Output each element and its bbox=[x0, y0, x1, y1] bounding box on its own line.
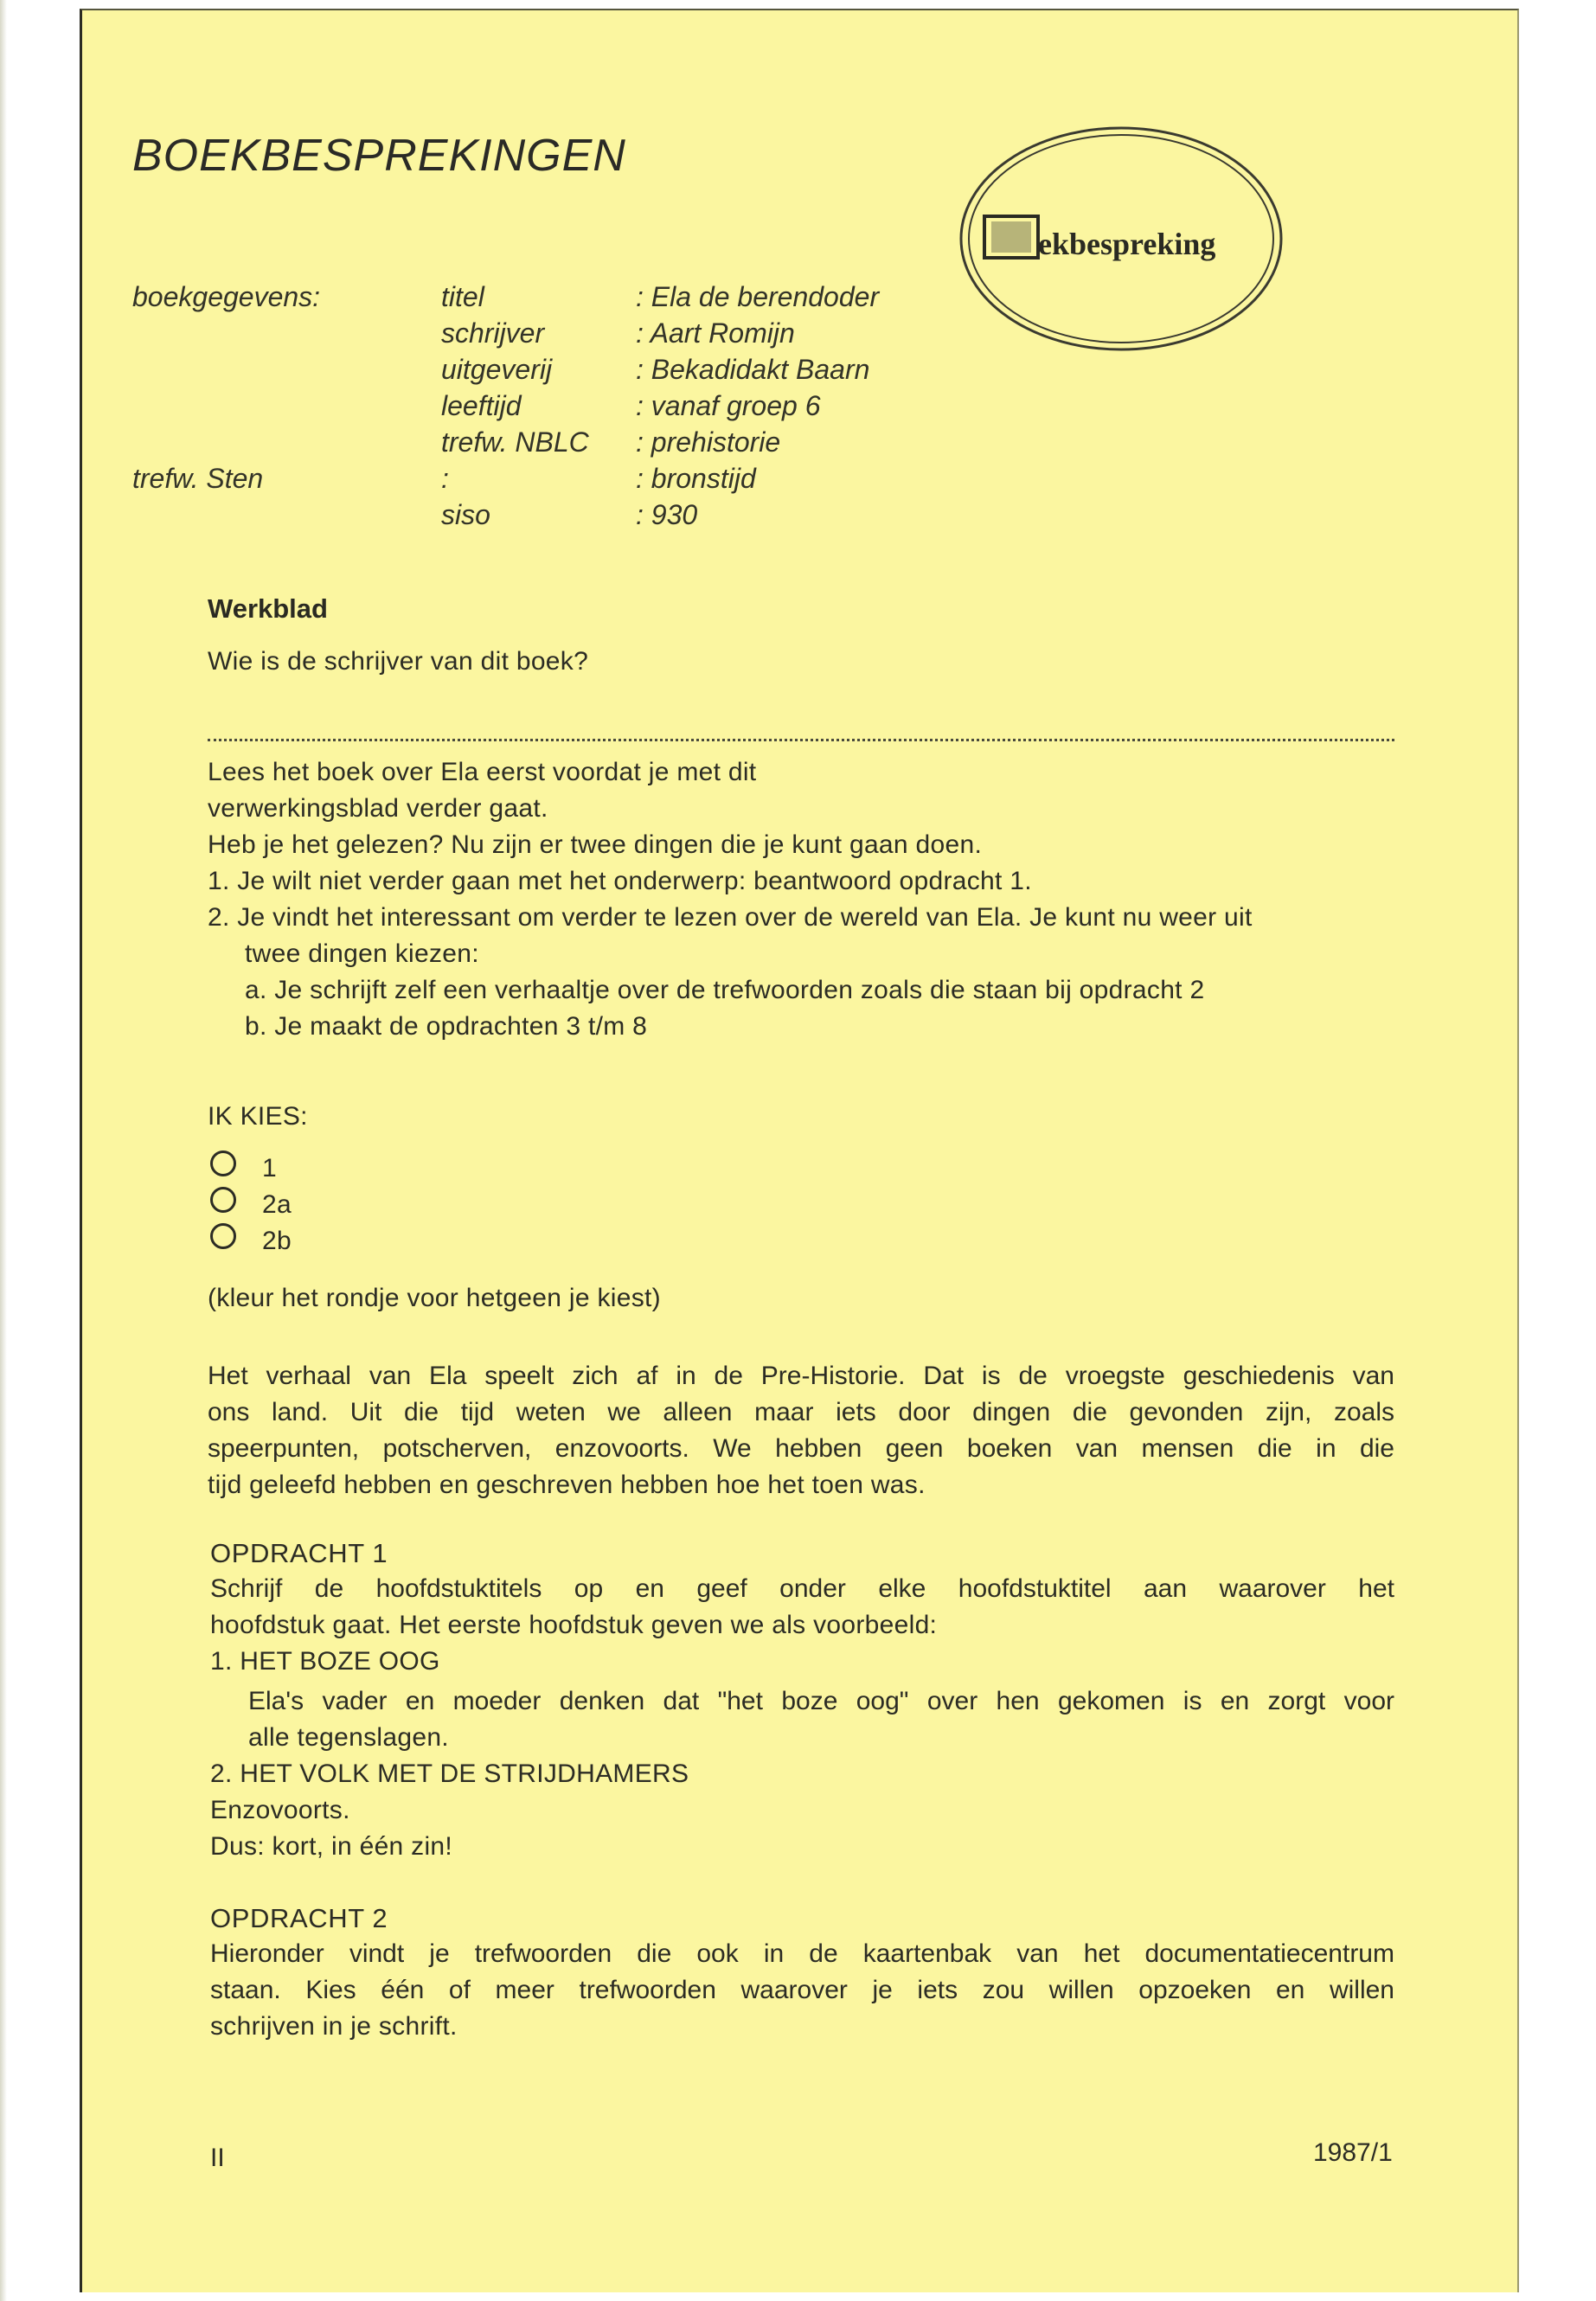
opdracht-1-line: Schrijf de hoofdstuktitels op en geef onder elke hoofdstuktitel aan waarover het bbox=[210, 1574, 1394, 1603]
answer-dotted-line[interactable] bbox=[208, 734, 1394, 741]
page-title: BOEKBESPREKINGEN bbox=[132, 131, 626, 181]
boekbespreking-stamp-logo bbox=[957, 123, 1285, 355]
bookinfo-key: trefw. NBLC bbox=[441, 426, 589, 458]
page-number: II bbox=[210, 2144, 225, 2172]
opdracht-1-chapter-1-desc: Ela's vader en moeder denken dat "het boze oog" over hen gekomen is en zorgt voor bbox=[248, 1687, 1394, 1715]
bookinfo-key: uitgeverij bbox=[441, 354, 553, 385]
opdracht-2-heading: OPDRACHT 2 bbox=[210, 1903, 388, 1933]
choice-note: (kleur het rondje voor hetgeen je kiest) bbox=[208, 1284, 661, 1312]
bookinfo-value: : 930 bbox=[636, 499, 698, 530]
intro-item-2-cont: twee dingen kiezen: bbox=[245, 939, 479, 968]
story-line: speerpunten, potscherven, enzovoorts. We hebben geen boeken van mensen die in die bbox=[208, 1434, 1394, 1463]
bookinfo-value: : vanaf groep 6 bbox=[636, 390, 821, 421]
choice-radio-2b[interactable] bbox=[210, 1223, 236, 1249]
bookinfo-value: : Ela de berendoder bbox=[636, 281, 880, 312]
intro-item-1: 1. Je wilt niet verder gaan met het onderwerp: beantwoord opdracht 1. bbox=[208, 867, 1032, 895]
choice-radio-2a[interactable] bbox=[210, 1187, 236, 1213]
bookinfo-value: : bronstijd bbox=[636, 463, 756, 494]
choice-heading: IK KIES: bbox=[208, 1102, 308, 1131]
intro-item-2: 2. Je vindt het interessant om verder te lezen over de wereld van Ela. Je kunt nu weer uit bbox=[208, 903, 1253, 932]
intro-item-2b: b. Je maakt de opdrachten 3 t/m 8 bbox=[245, 1012, 648, 1041]
opdracht-2-line: schrijven in je schrift. bbox=[210, 2012, 458, 2041]
bookinfo-value: : prehistorie bbox=[636, 426, 781, 458]
bookinfo-key: siso bbox=[441, 499, 490, 530]
bookinfo-label: boekgegevens: bbox=[132, 281, 321, 312]
werkblad-question: Wie is de schrijver van dit boek? bbox=[208, 647, 589, 676]
bookinfo-value: : Aart Romijn bbox=[636, 317, 795, 349]
story-line: ons land. Uit die tijd weten we alleen maar iets door dingen die gevonden zijn, zoals bbox=[208, 1398, 1394, 1426]
opdracht-1-etc: Enzovoorts. bbox=[210, 1796, 350, 1824]
opdracht-2-line: staan. Kies één of meer trefwoorden waarover je iets zou willen opzoeken en willen bbox=[210, 1976, 1394, 2004]
intro-line: Lees het boek over Ela eerst voordat je met dit bbox=[208, 758, 757, 786]
bookinfo-key: : bbox=[441, 463, 449, 494]
opdracht-1-heading: OPDRACHT 1 bbox=[210, 1538, 388, 1568]
svg-text:ekbespreking: ekbespreking bbox=[1038, 227, 1216, 261]
choice-radio-1[interactable] bbox=[210, 1150, 236, 1176]
bookinfo-key: titel bbox=[441, 281, 484, 312]
story-line: Het verhaal van Ela speelt zich af in de Pre-Historie. Dat is de vroegste geschiedenis van bbox=[208, 1362, 1394, 1390]
intro-item-2a: a. Je schrijft zelf een verhaaltje over de trefwoorden zoals die staan bij opdracht 2 bbox=[245, 976, 1205, 1004]
story-line: tijd geleefd hebben en geschreven hebben hoe het toen was. bbox=[208, 1471, 926, 1499]
bookinfo-key: leeftijd bbox=[441, 390, 522, 421]
intro-line: Heb je het gelezen? Nu zijn er twee dingen die je kunt gaan doen. bbox=[208, 830, 983, 859]
intro-line: verwerkingsblad verder gaat. bbox=[208, 794, 548, 823]
issue-number: 1987/1 bbox=[1313, 2138, 1393, 2167]
choice-label-2a: 2a bbox=[262, 1190, 292, 1219]
opdracht-1-line: hoofdstuk gaat. Het eerste hoofdstuk geven we als voorbeeld: bbox=[210, 1611, 938, 1639]
bookinfo-value: : Bekadidakt Baarn bbox=[636, 354, 870, 385]
opdracht-1-chapter-2: 2. HET VOLK MET DE STRIJDHAMERS bbox=[210, 1759, 689, 1788]
opdracht-1-chapter-1: 1. HET BOZE OOG bbox=[210, 1647, 440, 1676]
bookinfo-sten-label: trefw. Sten bbox=[132, 463, 264, 494]
bookinfo-key: schrijver bbox=[441, 317, 545, 349]
choice-label-1: 1 bbox=[262, 1154, 277, 1183]
scan-edge bbox=[0, 0, 7, 2301]
opdracht-1-chapter-1-desc: alle tegenslagen. bbox=[248, 1723, 449, 1752]
opdracht-2-line: Hieronder vindt je trefwoorden die ook in de kaartenbak van het documentatiecentrum bbox=[210, 1939, 1394, 1968]
opdracht-1-note: Dus: kort, in één zin! bbox=[210, 1832, 453, 1861]
choice-label-2b: 2b bbox=[262, 1227, 292, 1255]
werkblad-heading: Werkblad bbox=[208, 593, 328, 624]
